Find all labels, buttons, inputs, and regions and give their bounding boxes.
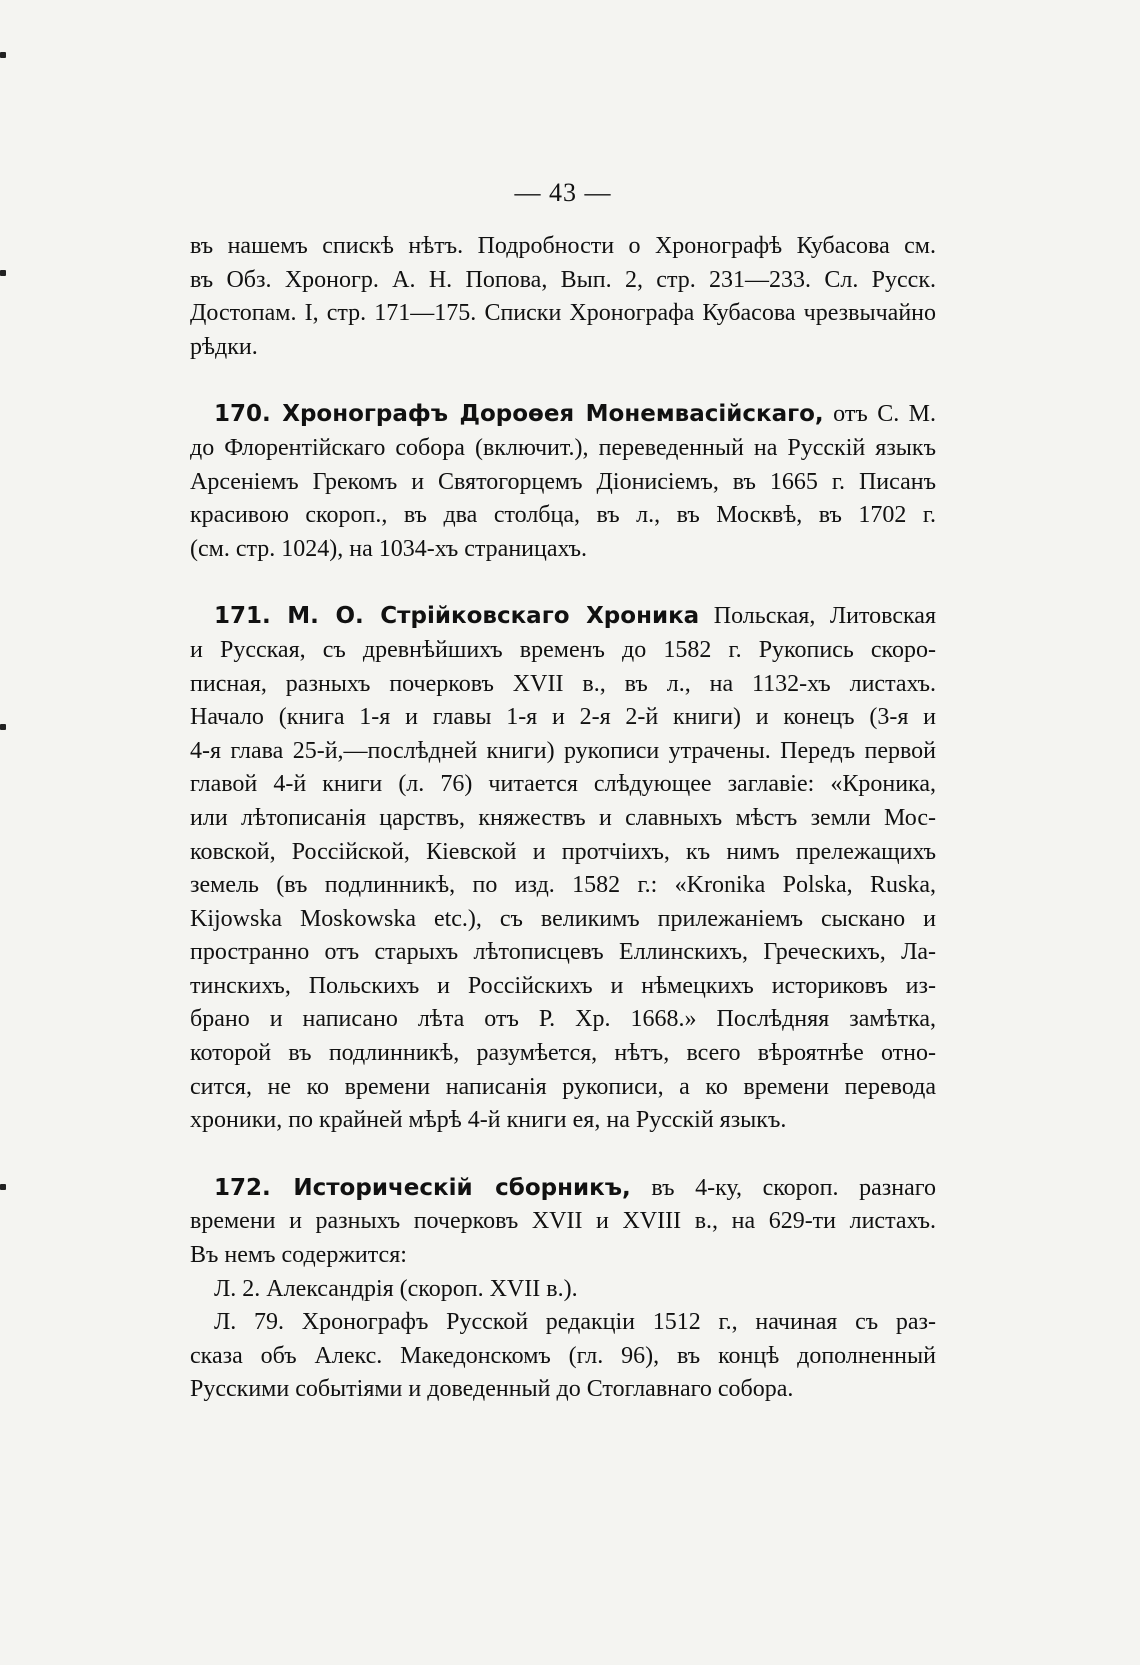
text-line: земель (въ подлинникѣ, по изд. 1582 г.: «Kronika Polska, Ruska, — [190, 872, 936, 899]
text-line: Русскими событіями и доведенный до Стоглавнаго собора. — [190, 1376, 794, 1403]
text-line: рѣдки. — [190, 333, 258, 360]
text-line: Въ немъ содержится: — [190, 1242, 407, 1269]
text-line: (см. стр. 1024), на 1034-хъ страницахъ. — [190, 535, 588, 562]
text-line: красивою скороп., въ два столбца, въ л., въ Москвѣ, въ 1702 г. — [190, 502, 936, 529]
list-item: Л. 2. Александрія (скороп. XVII в.). — [214, 1275, 578, 1302]
text-fragment: Польская, Литовская — [699, 603, 936, 630]
text-line: хроники, по крайней мѣрѣ 4-й книги ея, на Русскій языкъ. — [190, 1107, 787, 1134]
margin-mark — [0, 52, 6, 58]
text-line: писная, разныхъ почерковъ XVII в., въ л., на 1132-хъ листахъ. — [190, 670, 936, 697]
entry-170 — [190, 398, 936, 566]
text-line — [190, 600, 936, 634]
text-line: Арсеніемъ Грекомъ и Святогорцемъ Діонисіемъ, въ 1665 г. Писанъ — [190, 468, 936, 495]
text-line: 4-я глава 25-й,—послѣдней книги) рукописи утрачены. Передъ первой — [190, 737, 936, 764]
text-line: въ Обз. Хроногр. А. Н. Попова, Вып. 2, стр. 231—233. Сл. Русск. — [190, 266, 936, 293]
entry-heading: 172. Историческій сборникъ, — [214, 1174, 631, 1201]
text-line: главой 4-й книги (л. 76) читается слѣдующее заглавіе: «Кроника, — [190, 771, 936, 798]
text-line: сказа объ Алекс. Македонскомъ (гл. 96), въ концѣ дополненный — [190, 1342, 936, 1369]
margin-mark — [0, 724, 6, 730]
text-line: Начало (книга 1-я и главы 1-я и 2-я 2-й книги) и конецъ (3-я и — [190, 704, 936, 731]
text-fragment: въ 4-ку, скороп. разнаго — [630, 1174, 936, 1201]
text-line: въ нашемъ спискѣ нѣтъ. Подробности о Хронографѣ Кубасова см. — [190, 233, 936, 259]
text-line: сится, не ко времени написанія рукописи, а ко времени перевода — [190, 1073, 936, 1100]
text-line: ковской, Россійской, Кіевской и протчіихъ, къ нимъ прележащихъ — [190, 838, 936, 865]
text-line: пространно отъ старыхъ лѣтописцевъ Еллинскихъ, Греческихъ, Ла- — [190, 939, 936, 966]
text-line: до Флорентійскаго собора (включит.), переведенный на Русскій языкъ — [190, 434, 936, 461]
document-page — [190, 178, 936, 1407]
text-line: Достопам. I, стр. 171—175. Списки Хронографа Кубасова чрезвычайно — [190, 300, 936, 327]
margin-mark — [0, 270, 6, 276]
text-line: Kijowska Moskowska etc.), съ великимъ прилежаніемъ сыскано и — [190, 905, 936, 932]
text-line: и Русская, съ древнѣйшихъ временъ до 1582 г. Рукопись скоро- — [190, 636, 936, 663]
text-line: времени и разныхъ почерковъ XVII и XVIII в., на 629-ти листахъ. — [190, 1208, 936, 1235]
text-line — [190, 1172, 936, 1206]
entry-heading: 170. Хронографъ Дороѳея Монемвасійскаго, — [214, 401, 824, 428]
text-line: которой въ подлинникѣ, разумѣется, нѣтъ, всего вѣроятнѣе отно- — [190, 1040, 936, 1067]
paragraph-continuation — [190, 230, 936, 364]
list-item: Л. 79. Хронографъ Русской редакціи 1512 г., начиная съ раз- — [214, 1309, 936, 1336]
page-number: — 43 — — [514, 178, 612, 207]
text-line: тинскихъ, Польскихъ и Россійскихъ и нѣмецкихъ историковъ из- — [190, 972, 936, 999]
text-line: брано и написано лѣта отъ Р. Хр. 1668.» Послѣдняя замѣтка, — [190, 1006, 936, 1033]
entry-heading: 171. М. О. Стрійковскаго Хроника — [214, 603, 700, 630]
text-fragment: отъ С. М. — [823, 401, 936, 428]
margin-mark — [0, 1184, 6, 1190]
text-line — [190, 398, 936, 432]
entry-172 — [190, 1172, 936, 1407]
entry-171 — [190, 600, 936, 1138]
text-line: или лѣтописанія царствъ, княжествъ и славныхъ мѣстъ земли Мос- — [190, 804, 936, 831]
